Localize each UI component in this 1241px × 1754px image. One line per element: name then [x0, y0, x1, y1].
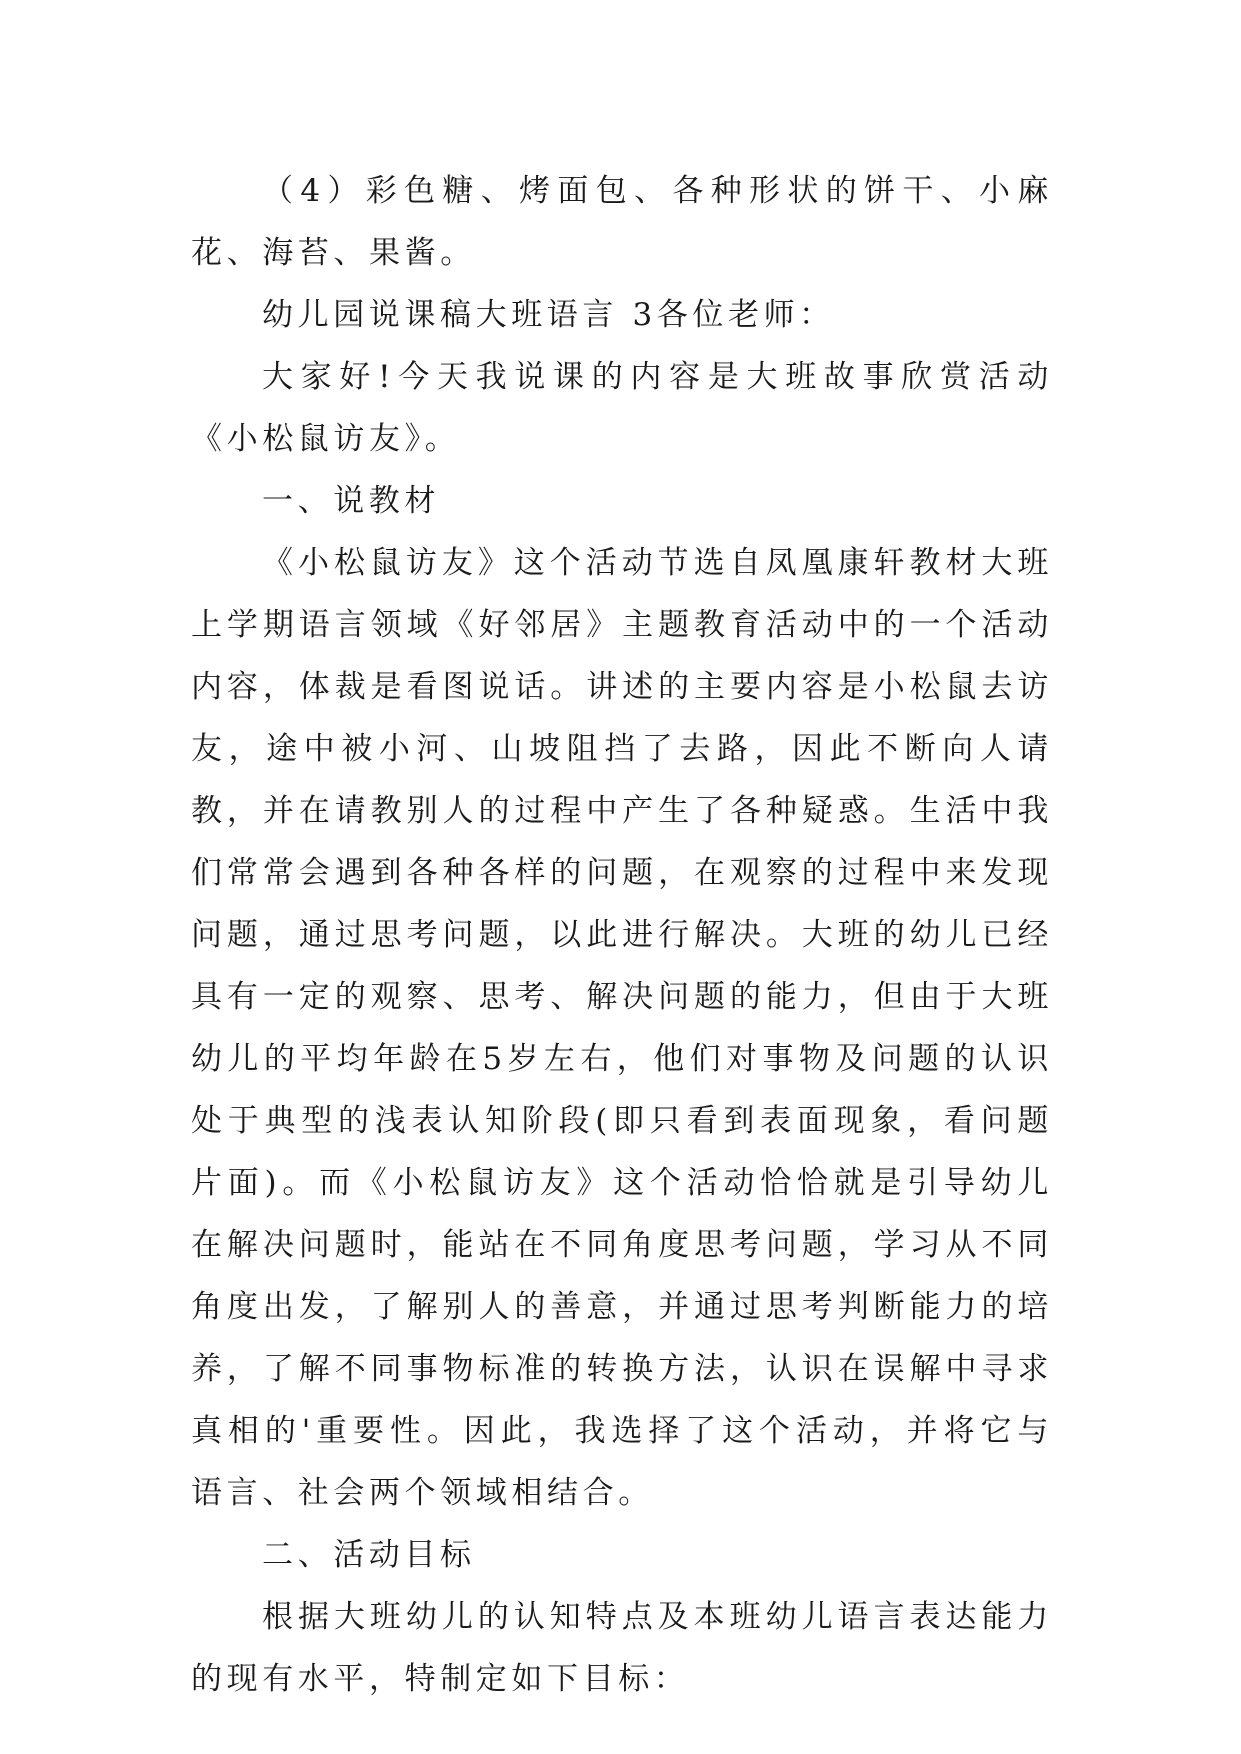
section-heading-materials: 一、说教材: [262, 483, 440, 519]
paragraph-materials-list: （4）彩色糖、烤面包、各种形状的饼干、小麻花、海苔、果酱。: [191, 173, 1053, 271]
paragraph-materials-analysis: 《小松鼠访友》这个活动节选自凤凰康轩教材大班上学期语言领域《好邻居》主题教育活动中的一个活动内容，体裁是看图说话。讲述的主要内容是小松鼠去访友，途中被小河、山坡阻挡了去路，因此不断向人请教，并在请教别人的过程中产生了各种疑惑。生活中我们常常会遇到各种各样的问题，在观察的过程中来发现问题，通过思考问题，以此进行解决。大班的幼儿已经具有一定的观察、思考、解决问题的能力，但由于大班幼儿的平均年龄在5岁左右，他们对事物及问题的认识处于典型的浅表认知阶段(即只看到表面现象，看问题片面)。而《小松鼠访友》这个活动恰恰就是引导幼儿在解决问题时，能站在不同角度思考问题，学习从不同角度出发，了解别人的善意，并通过思考判断能力的培养，了解不同事物标准的转换方法，认识在误解中寻求真相的'重要性。因此，我选择了这个活动，并将它与语言、社会两个领域相结合。: [191, 545, 1053, 1511]
paragraph-intro: 大家好!今天我说课的内容是大班故事欣赏活动《小松鼠访友》。: [191, 359, 1053, 457]
paragraph-title-greeting: 幼儿园说课稿大班语言 3各位老师：: [262, 297, 835, 333]
paragraph-goals-intro: 根据大班幼儿的认知特点及本班幼儿语言表达能力的现有水平，特制定如下目标：: [191, 1599, 1053, 1697]
section-heading-goals: 二、活动目标: [262, 1537, 476, 1573]
document-body: [191, 160, 1053, 1710]
